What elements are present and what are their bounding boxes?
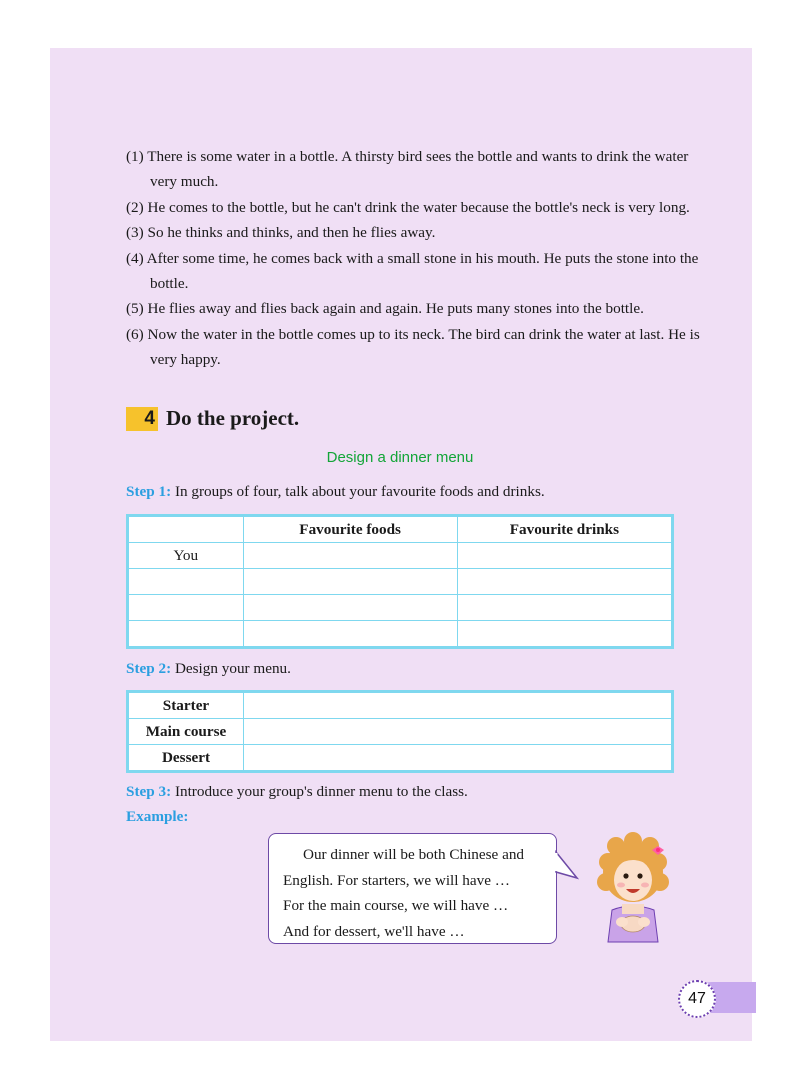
speech-bubble-text [283, 842, 553, 944]
menu-row-label: Starter [128, 692, 244, 719]
story-line-4: (4) After some time, he comes back with a small stone in his mouth. He puts the stone into the bottle. [126, 249, 699, 293]
section-title: Do the project. [166, 406, 300, 430]
step-3-label: Step 3: [126, 783, 172, 800]
table-row [128, 569, 673, 595]
table-row [128, 719, 673, 745]
menu-entry-cell[interactable] [244, 692, 673, 719]
bubble-line-4: And for dessert, we'll have … [283, 922, 465, 940]
menu-row-label: Main course [128, 719, 244, 745]
favourites-table [126, 514, 674, 649]
table-cell[interactable] [457, 543, 672, 569]
step-2-label: Step 2: [126, 660, 172, 677]
table-header-cell: Favourite foods [243, 516, 457, 543]
table-cell[interactable] [128, 595, 244, 621]
page-number: 47 [678, 980, 716, 1018]
step-1 [126, 483, 545, 501]
menu-entry-cell[interactable] [244, 719, 673, 745]
table-header-cell: Favourite drinks [457, 516, 672, 543]
menu-table [126, 690, 674, 773]
story-text [126, 144, 706, 373]
table-cell[interactable] [243, 543, 457, 569]
table-cell[interactable] [243, 621, 457, 648]
menu-entry-cell[interactable] [244, 745, 673, 772]
project-subtitle: Design a dinner menu [326, 449, 474, 466]
table-cell: You [128, 543, 244, 569]
step-1-label: Step 1: [126, 483, 172, 500]
table-row [128, 745, 673, 772]
step-1-text: In groups of four, talk about your favourite foods and drinks. [171, 483, 545, 500]
bubble-line-3: For the main course, we will have … [283, 897, 509, 914]
table-row [128, 595, 673, 621]
table-row [128, 692, 673, 719]
step-3 [126, 783, 468, 801]
table-cell[interactable] [457, 621, 672, 648]
table-cell[interactable] [128, 621, 244, 648]
section-number-badge: 4 [126, 407, 158, 431]
table-header-cell [128, 516, 244, 543]
example-label: Example: [126, 808, 189, 825]
story-line-3: (3) So he thinks and thinks, and then he flies away. [126, 224, 436, 242]
table-header-row [128, 516, 673, 543]
story-line-5: (5) He flies away and flies back again and again. He puts many stones into the bottle. [126, 300, 644, 318]
step-3-text: Introduce your group's dinner menu to the class. [171, 783, 468, 800]
story-line-6: (6) Now the water in the bottle comes up to its neck. The bird can drink the water at last. He is very happy. [126, 325, 700, 369]
bubble-line-1: Our dinner will be both Chinese and [303, 846, 525, 863]
story-line-2: (2) He comes to the bottle, but he can't drink the water because the bottle's neck is very long. [126, 198, 690, 216]
table-row [128, 621, 673, 648]
step-2-text: Design your menu. [171, 660, 291, 677]
table-cell[interactable] [243, 569, 457, 595]
table-row [128, 543, 673, 569]
table-cell[interactable] [243, 595, 457, 621]
table-cell[interactable] [457, 569, 672, 595]
step-2 [126, 660, 291, 678]
section-header [126, 406, 299, 431]
girl-illustration [592, 832, 674, 944]
story-line-1: (1) There is some water in a bottle. A thirsty bird sees the bottle and wants to drink the water very much. [126, 148, 689, 191]
menu-row-label: Dessert [128, 745, 244, 772]
bubble-line-2: English. For starters, we will have … [283, 871, 510, 889]
speech-bubble-tail [555, 848, 579, 888]
table-cell[interactable] [128, 569, 244, 595]
table-cell[interactable] [457, 595, 672, 621]
